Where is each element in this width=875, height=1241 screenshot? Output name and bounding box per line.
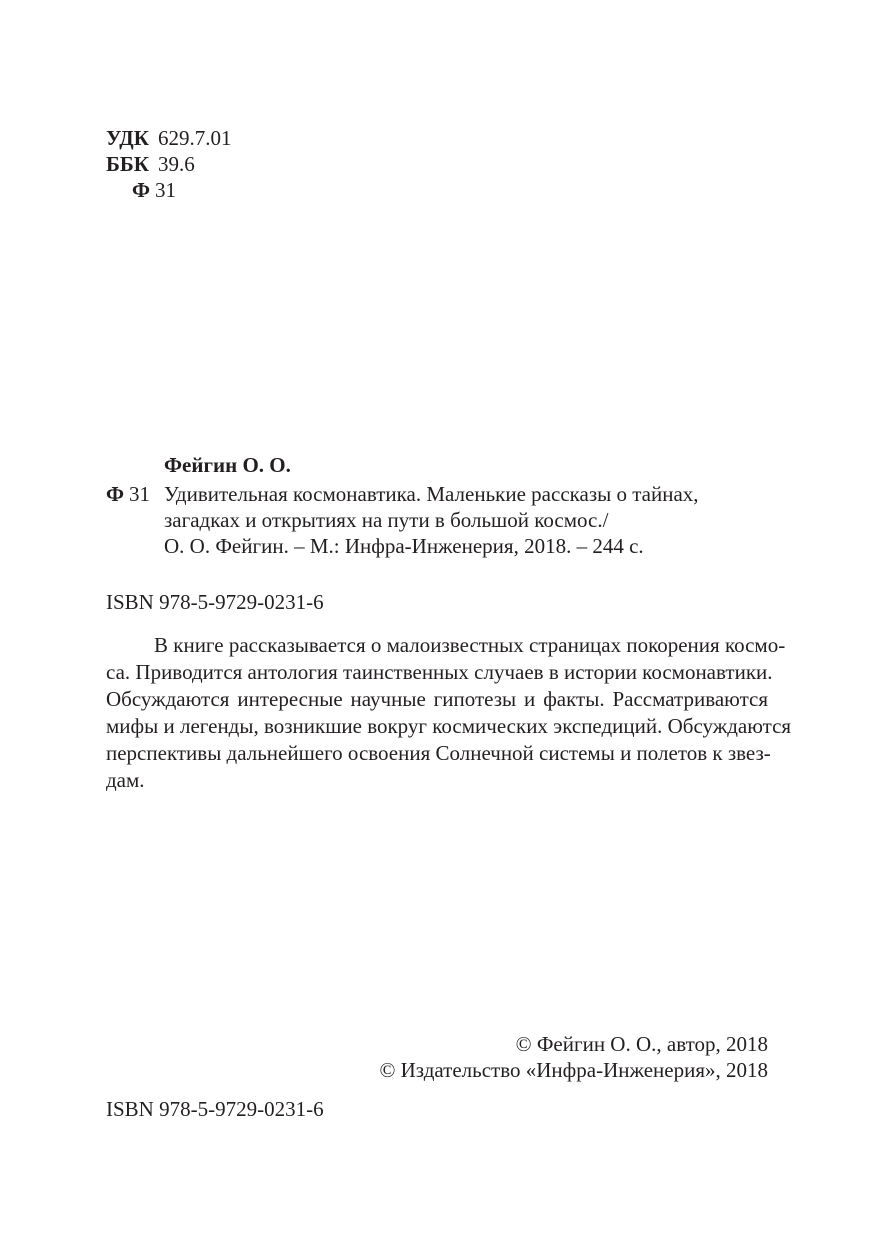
card-mark-value: 31 bbox=[129, 482, 151, 506]
bbk-code: ББК bbox=[106, 152, 149, 176]
copyright-author: © Фейгин О. О., автор, 2018 bbox=[515, 1032, 768, 1056]
annotation-line: са. Приводится антология таинственных случаев в истории космонавтики. bbox=[106, 660, 773, 684]
card-author: Фейгин О. О. bbox=[164, 453, 291, 477]
copyright-publisher: © Издательство «Инфра-Инженерия», 2018 bbox=[379, 1058, 768, 1082]
card-title-line-1: Удивительная космонавтика. Маленькие рассказы о тайнах, bbox=[164, 482, 699, 506]
author-mark-value: 31 bbox=[155, 178, 177, 202]
udk-value: 629.7.01 bbox=[157, 126, 232, 150]
annotation-line: мифы и легенды, возникшие вокруг космических экспедиций. Обсуждаются bbox=[106, 714, 792, 738]
card-title-line-2: загадках и открытиях на пути в большой космос./ bbox=[164, 508, 609, 532]
card-mark bbox=[106, 481, 150, 507]
udk-code: УДК bbox=[106, 126, 149, 150]
author-mark-code: Ф bbox=[132, 178, 151, 202]
card-mark-code: Ф bbox=[106, 482, 125, 506]
card-title-line-3: О. О. Фейгин. – М.: Инфра-Инженерия, 2018. – 244 с. bbox=[164, 534, 644, 558]
isbn-top: ISBN 978-5-9729-0231-6 bbox=[106, 590, 324, 614]
author-mark-row bbox=[132, 177, 176, 203]
udk-row bbox=[106, 125, 231, 151]
annotation-line: В книге рассказывается о малоизвестных страницах покорения космо- bbox=[154, 633, 786, 657]
annotation bbox=[106, 632, 792, 794]
annotation-line: перспективы дальнейшего освоения Солнечной системы и полетов к звез- bbox=[106, 741, 771, 765]
bbk-value: 39.6 bbox=[158, 152, 195, 176]
annotation-line: дам. bbox=[106, 768, 145, 792]
isbn-bottom: ISBN 978-5-9729-0231-6 bbox=[106, 1097, 324, 1121]
bbk-row bbox=[106, 151, 195, 177]
annotation-line: Обсуждаются интересные научные гипотезы и факты. Рассматриваются bbox=[106, 687, 768, 711]
